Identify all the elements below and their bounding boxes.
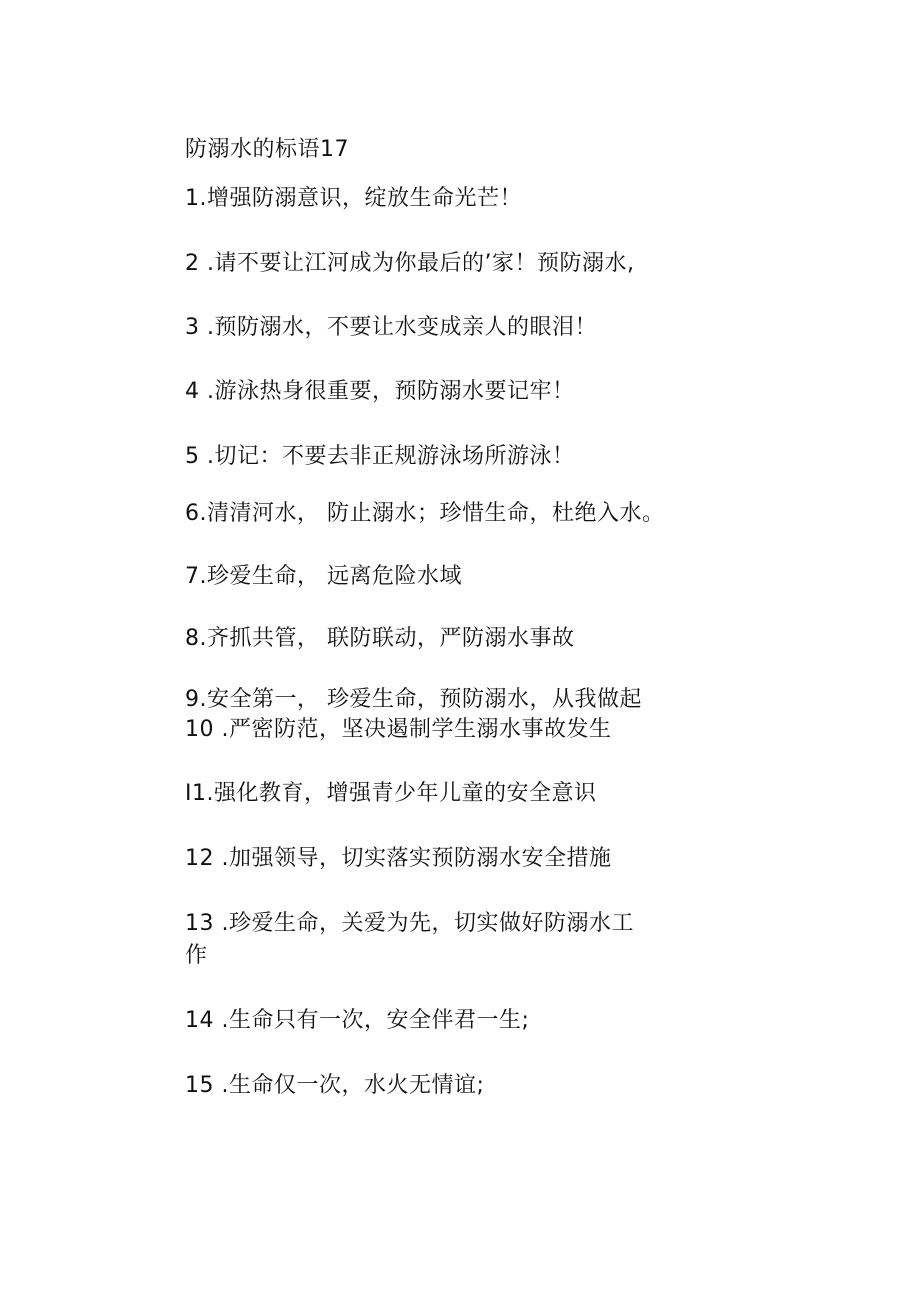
slogan-line-10: 10 .严密防范，坚决遏制学生溺水事故发生 (185, 717, 612, 742)
slogan-line-3: 3 .预防溺水，不要让水变成亲人的眼泪！ (185, 315, 597, 340)
slogan-line-13-continuation: 作 (185, 943, 208, 968)
slogan-line-1: 1.增强防溺意识，绽放生命光芒！ (185, 186, 522, 211)
slogan-line-4: 4 .游泳热身很重要，预防溺水要记牢！ (185, 379, 575, 404)
slogan-line-15: 15 .生命仅一次，水火无情谊; (185, 1073, 485, 1098)
slogan-line-13: 13 .珍爱生命，关爱为先，切实做好防溺水工 (185, 911, 634, 936)
slogan-line-9: 9.安全第一， 珍爱生命，预防溺水，从我做起 (185, 687, 642, 712)
slogan-line-2: 2 .请不要让江河成为你最后的’家！预防溺水, (185, 251, 635, 276)
slogan-line-6: 6.清清河水， 防止溺水；珍惜生命，杜绝入水。 (185, 501, 665, 526)
slogan-line-12: 12 .加强领导，切实落实预防溺水安全措施 (185, 846, 612, 871)
slogan-line-5: 5 .切记：不要去非正规游泳场所游泳！ (185, 444, 575, 469)
slogan-line-8: 8.齐抓共管， 联防联动，严防溺水事故 (185, 626, 575, 651)
slogan-line-14: 14 .生命只有一次，安全伴君一生; (185, 1008, 530, 1033)
slogan-line-7: 7.珍爱生命， 远离危险水域 (185, 564, 462, 589)
document-title: 防溺水的标语17 (185, 137, 349, 162)
slogan-line-11: I1.强化教育，增强青少年儿童的安全意识 (185, 781, 597, 806)
